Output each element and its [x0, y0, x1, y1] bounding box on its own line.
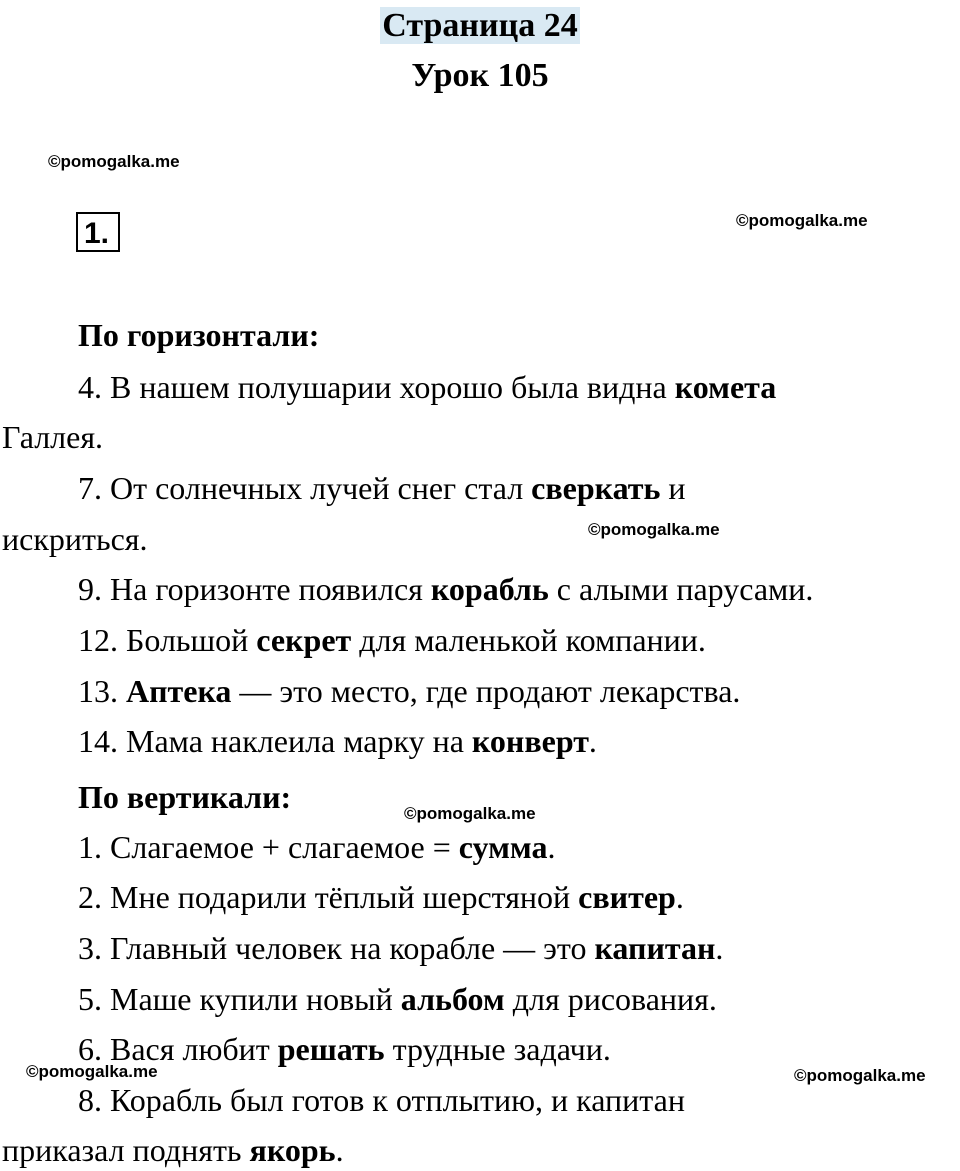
section-heading-horizontal: По горизонтали:: [78, 317, 320, 353]
answer-word: конверт: [471, 723, 589, 759]
section-heading-vertical: По вертикали:: [78, 779, 292, 815]
clue-line: 12. Большой секрет для маленькой компании.: [78, 622, 706, 658]
clue-line: 3. Главный человек на корабле — это капитан.: [78, 930, 724, 966]
clue-line: 1. Слагаемое + слагаемое = сумма.: [78, 829, 556, 865]
exercise-number: 1.: [76, 212, 120, 252]
answer-word: комета: [674, 369, 777, 405]
watermark: ©pomogalka.me: [588, 520, 720, 539]
watermark: ©pomogalka.me: [404, 804, 536, 823]
answer-word: сумма: [458, 829, 548, 865]
answer-word: якорь: [249, 1132, 336, 1168]
clue-line-continuation: искриться.: [2, 521, 148, 557]
answer-word: Аптека: [126, 673, 232, 709]
answer-word: свитер: [578, 879, 676, 915]
clue-line-continuation: приказал поднять якорь.: [2, 1132, 344, 1168]
clue-line: 4. В нашем полушарии хорошо была видна комета: [78, 369, 777, 405]
clue-line: 2. Мне подарили тёплый шерстяной свитер.: [78, 879, 684, 915]
clue-line: 14. Мама наклеила марку на конверт.: [78, 723, 597, 759]
clue-line: 7. От солнечных лучей снег стал сверкать и: [78, 470, 686, 506]
clue-line: 13. Аптека — это место, где продают лекарства.: [78, 673, 741, 709]
lesson-title: Урок 105: [411, 57, 549, 94]
clue-line: 6. Вася любит решать трудные задачи.: [78, 1031, 611, 1067]
answer-word: капитан: [594, 930, 716, 966]
answer-word: секрет: [256, 622, 352, 658]
watermark: ©pomogalka.me: [26, 1062, 158, 1081]
page-title: Страница 24: [382, 7, 578, 44]
clue-line: 9. На горизонте появился корабль с алыми парусами.: [78, 571, 814, 607]
clue-line-continuation: Галлея.: [2, 419, 104, 455]
answer-word: решать: [277, 1031, 385, 1067]
clue-line: 8. Корабль был готов к отплытию, и капитан: [78, 1082, 685, 1118]
watermark: ©pomogalka.me: [736, 211, 868, 230]
watermark: ©pomogalka.me: [794, 1066, 926, 1085]
answer-word: альбом: [400, 981, 505, 1017]
answer-word: корабль: [430, 571, 549, 607]
answer-word: сверкать: [531, 470, 661, 506]
clue-line: 5. Маше купили новый альбом для рисования.: [78, 981, 717, 1017]
watermark: ©pomogalka.me: [48, 152, 180, 171]
